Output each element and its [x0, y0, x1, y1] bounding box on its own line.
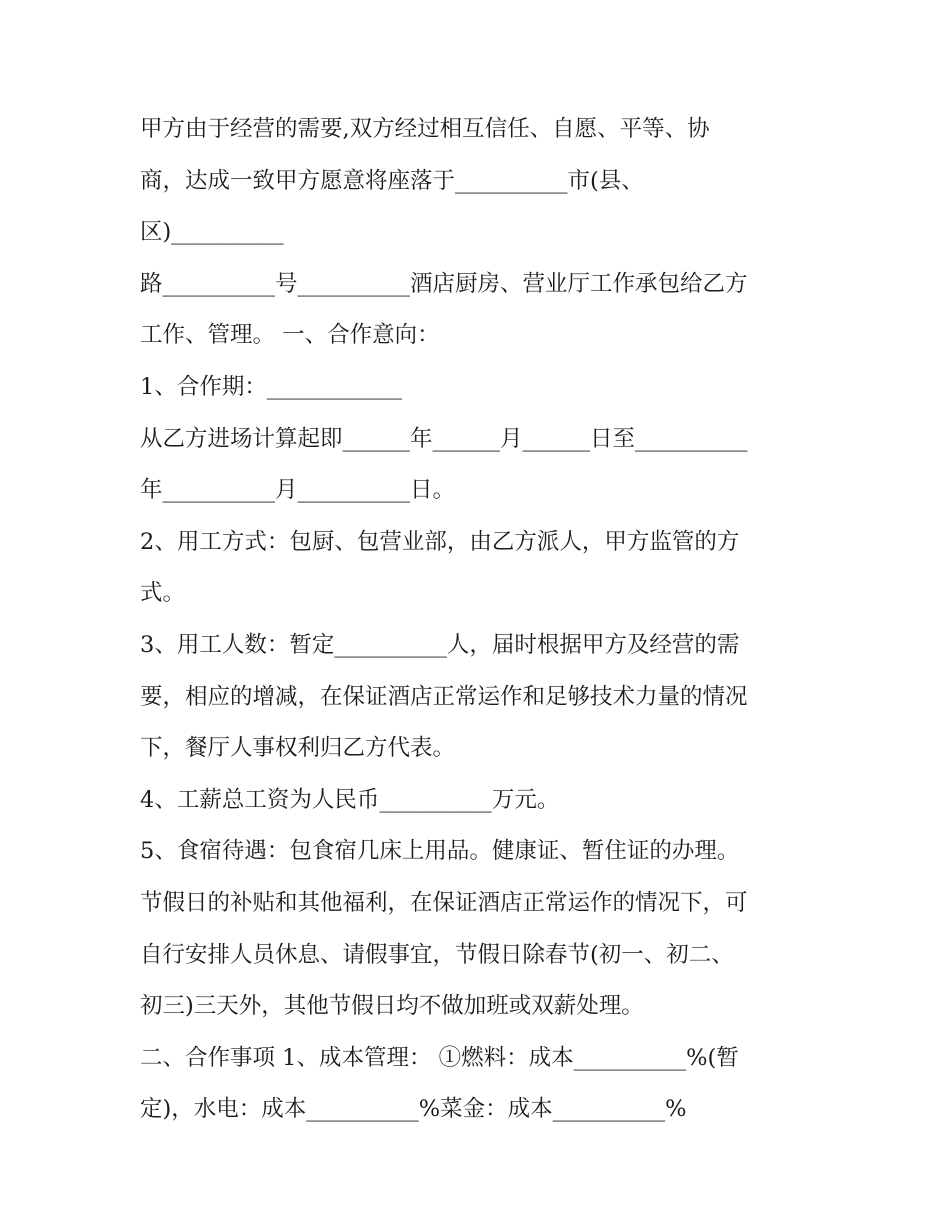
contract-line: 二、合作事项 1、成本管理： ①燃料：成本__________%(暂 [140, 1044, 739, 1071]
contract-line: 4、工薪总工资为人民币__________万元。 [140, 786, 560, 813]
contract-line: 5、食宿待遇：包食宿几床上用品。健康证、暂住证的办理。 [140, 838, 740, 865]
contract-line: 1、合作期：____________ [140, 373, 402, 400]
contract-line: 3、用工人数：暂定__________人，届时根据甲方及经营的需 [140, 631, 740, 658]
contract-line: 工作、管理。 一、合作意向： [140, 322, 440, 349]
contract-line: 从乙方进场计算起即______年______月______日至__________ [140, 425, 748, 452]
contract-line: 下，餐厅人事权利归乙方代表。 [140, 735, 456, 762]
contract-line: 区)__________ [140, 219, 284, 246]
contract-line: 年__________月__________日。 [140, 477, 456, 504]
contract-line: 定)，水电：成本__________%菜金：成本__________% [140, 1096, 687, 1123]
contract-line: 初三)三天外，其他节假日均不做加班或双薪处理。 [140, 993, 644, 1020]
contract-line: 路__________号__________酒店厨房、营业厅工作承包给乙方 [140, 270, 748, 297]
contract-line: 甲方由于经营的需要,双方经过相互信任、自愿、平等、协 [140, 116, 710, 142]
contract-body [140, 104, 820, 1136]
contract-line: 式。 [140, 580, 186, 607]
contract-line: 商，达成一致甲方愿意将座落于__________市(县、 [140, 167, 644, 194]
contract-line: 节假日的补贴和其他福利，在保证酒店正常运作的情况下，可 [140, 889, 748, 916]
contract-line: 2、用工方式：包厨、包营业部，由乙方派人，甲方监管的方 [140, 528, 740, 555]
contract-line: 自行安排人员休息、请假事宜，节假日除春节(初一、初二、 [140, 941, 734, 968]
contract-line: 要，相应的增减，在保证酒店正常运作和足够技术力量的情况 [140, 683, 748, 710]
